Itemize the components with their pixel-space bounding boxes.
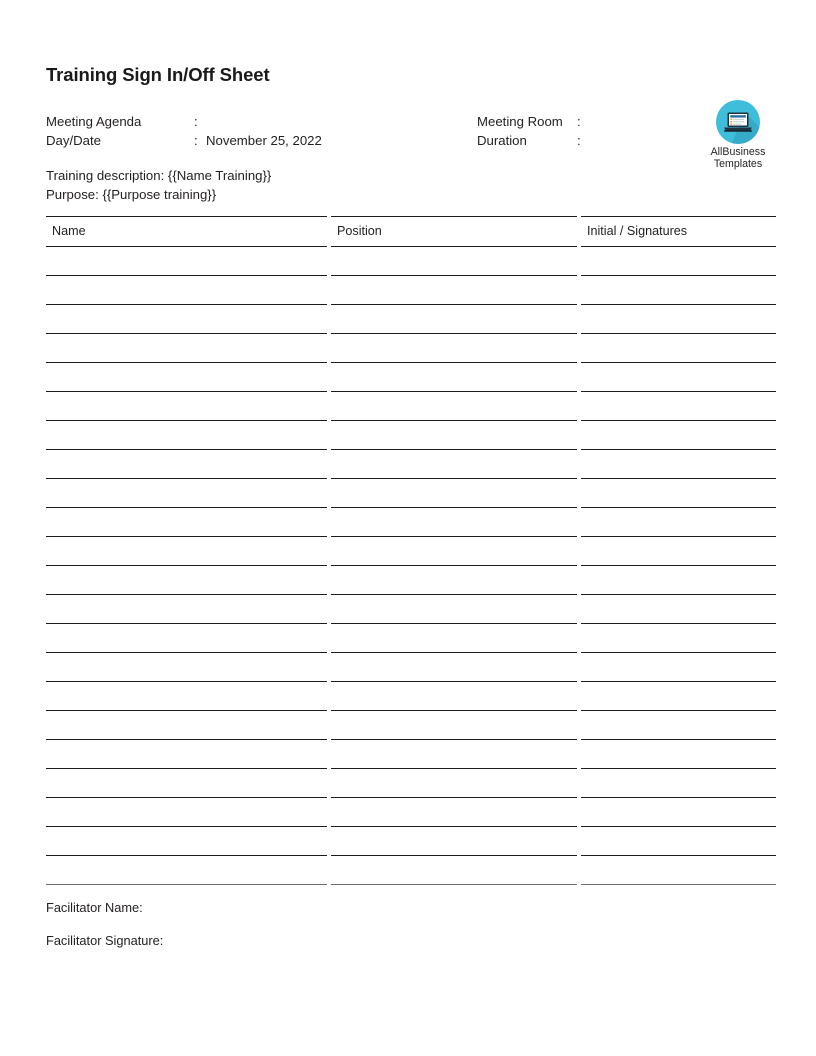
table-body (46, 247, 776, 885)
table-cell[interactable] (331, 363, 577, 392)
table-row (46, 305, 776, 334)
table-cell[interactable] (581, 537, 776, 566)
table-row (46, 624, 776, 653)
day-date-row (46, 131, 322, 150)
column-header-label: Name (52, 224, 86, 238)
meeting-meta-left (46, 112, 322, 150)
row-rule (581, 884, 776, 885)
table-row (46, 537, 776, 566)
table-cell[interactable] (331, 827, 577, 856)
page-title: Training Sign In/Off Sheet (46, 64, 270, 85)
table-cell[interactable] (331, 624, 577, 653)
column-header-label: Position (337, 224, 382, 238)
meeting-meta-right (477, 112, 589, 150)
table-cell[interactable] (46, 363, 327, 392)
table-cell[interactable] (581, 624, 776, 653)
table-cell[interactable] (46, 740, 327, 769)
training-description-block (46, 167, 271, 204)
table-cell[interactable] (581, 363, 776, 392)
table-cell[interactable] (331, 566, 577, 595)
table-cell[interactable] (331, 653, 577, 682)
table-cell[interactable] (331, 711, 577, 740)
table-header-cell-initial-signatures (581, 216, 776, 247)
table-cell[interactable] (331, 508, 577, 537)
logo-caption-line2: Templates (713, 157, 763, 170)
table-cell[interactable] (581, 508, 776, 537)
table-row (46, 740, 776, 769)
logo-caption (694, 147, 782, 170)
table-cell[interactable] (331, 421, 577, 450)
table-cell[interactable] (581, 769, 776, 798)
meeting-room-label: Meeting Room (477, 114, 563, 129)
table-cell[interactable] (331, 334, 577, 363)
duration-colon: : (577, 133, 581, 148)
table-row (46, 595, 776, 624)
table-cell[interactable] (581, 740, 776, 769)
facilitator-name-label: Facilitator Name: (46, 900, 143, 915)
table-cell[interactable] (46, 798, 327, 827)
allbusiness-templates-logo (694, 99, 782, 170)
purpose-line: Purpose: {{Purpose training}} (46, 186, 217, 202)
table-cell[interactable] (46, 450, 327, 479)
table-row (46, 827, 776, 856)
table-row (46, 247, 776, 276)
day-date-value[interactable]: November 25, 2022 (206, 133, 322, 148)
table-cell[interactable] (46, 247, 327, 276)
table-row (46, 392, 776, 421)
table-row (46, 450, 776, 479)
facilitator-signature-label: Facilitator Signature: (46, 933, 164, 948)
training-description-line: Training description: {{Name Training}} (46, 168, 272, 183)
table-row (46, 856, 776, 885)
table-cell[interactable] (331, 537, 577, 566)
table-cell[interactable] (581, 798, 776, 827)
table-cell[interactable] (331, 798, 577, 827)
table-cell[interactable] (581, 247, 776, 276)
table-cell[interactable] (581, 856, 776, 885)
table-row (46, 334, 776, 363)
day-date-colon: : (194, 133, 198, 148)
table-cell[interactable] (46, 537, 327, 566)
table-row (46, 769, 776, 798)
column-top-rule (46, 216, 327, 217)
table-cell[interactable] (331, 682, 577, 711)
table-cell[interactable] (331, 276, 577, 305)
table-row (46, 711, 776, 740)
table-cell[interactable] (46, 276, 327, 305)
table-cell[interactable] (581, 334, 776, 363)
table-cell[interactable] (46, 856, 327, 885)
table-header-row (46, 216, 776, 247)
table-cell[interactable] (581, 450, 776, 479)
duration-row (477, 131, 589, 150)
table-cell[interactable] (46, 421, 327, 450)
table-cell[interactable] (581, 653, 776, 682)
meeting-agenda-label: Meeting Agenda (46, 114, 142, 129)
table-cell[interactable] (581, 595, 776, 624)
table-cell[interactable] (331, 450, 577, 479)
table-cell[interactable] (331, 595, 577, 624)
table-cell[interactable] (46, 305, 327, 334)
table-cell[interactable] (331, 740, 577, 769)
table-cell[interactable] (331, 305, 577, 334)
day-date-label: Day/Date (46, 133, 101, 148)
table-cell[interactable] (331, 479, 577, 508)
table-cell[interactable] (46, 566, 327, 595)
table-cell[interactable] (46, 392, 327, 421)
table-row (46, 363, 776, 392)
duration-label: Duration (477, 133, 527, 148)
meeting-room-row (477, 112, 589, 131)
table-cell[interactable] (46, 827, 327, 856)
table-row (46, 798, 776, 827)
table-row (46, 421, 776, 450)
logo-caption-line1: AllBusiness (710, 146, 766, 158)
laptop-icon (715, 99, 761, 145)
meeting-agenda-row (46, 112, 322, 131)
table-cell[interactable] (331, 392, 577, 421)
table-row (46, 682, 776, 711)
table-cell[interactable] (581, 711, 776, 740)
column-top-rule (581, 216, 776, 217)
table-cell[interactable] (46, 769, 327, 798)
table-row (46, 276, 776, 305)
table-cell[interactable] (581, 305, 776, 334)
meeting-room-colon: : (577, 114, 581, 129)
table-cell[interactable] (46, 508, 327, 537)
row-rule (46, 884, 327, 885)
table-row (46, 508, 776, 537)
table-cell[interactable] (46, 653, 327, 682)
sign-in-table (46, 216, 776, 885)
table-cell[interactable] (46, 479, 327, 508)
table-cell[interactable] (581, 682, 776, 711)
table-cell[interactable] (581, 479, 776, 508)
table-cell[interactable] (46, 711, 327, 740)
table-header-cell-position (331, 216, 577, 247)
table-cell[interactable] (581, 566, 776, 595)
facilitator-block (46, 900, 163, 966)
table-cell[interactable] (331, 856, 577, 885)
row-rule (331, 884, 577, 885)
table-row (46, 653, 776, 682)
meeting-agenda-colon: : (194, 114, 198, 129)
table-cell[interactable] (46, 595, 327, 624)
table-cell[interactable] (581, 276, 776, 305)
table-cell[interactable] (581, 392, 776, 421)
table-row (46, 566, 776, 595)
column-top-rule (331, 216, 577, 217)
table-cell[interactable] (581, 421, 776, 450)
column-header-label: Initial / Signatures (587, 224, 688, 238)
table-cell[interactable] (331, 769, 577, 798)
table-header-cell-name (46, 216, 327, 247)
table-row (46, 479, 776, 508)
table-cell[interactable] (46, 624, 327, 653)
table-cell[interactable] (331, 247, 577, 276)
table-cell[interactable] (46, 682, 327, 711)
table-cell[interactable] (581, 827, 776, 856)
table-cell[interactable] (46, 334, 327, 363)
